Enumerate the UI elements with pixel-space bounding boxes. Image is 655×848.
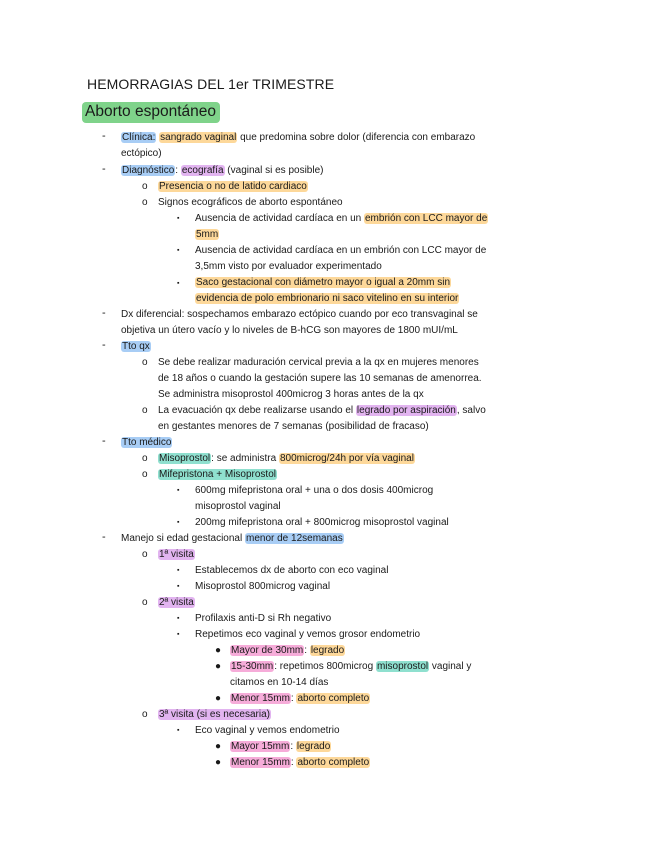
highlight-latido: Presencia o no de latido cardiaco	[159, 181, 307, 192]
text-line: 200mg mifepristona oral + 800microg misoprostol vaginal	[195, 517, 449, 528]
dash-bullet: -	[102, 130, 106, 142]
square-bullet: ▪	[177, 583, 180, 590]
circle-bullet: o	[142, 597, 148, 608]
highlight-embrion: embrión con LCC mayor de	[365, 213, 488, 224]
text-line	[195, 276, 451, 289]
square-bullet: ▪	[177, 727, 180, 734]
dot-bullet: ●	[215, 645, 222, 656]
text-line: Manejo si edad gestacional menor de 12semanas	[121, 533, 343, 544]
text-line: evidencia de polo embrionario ni saco vitelino en su interior	[196, 293, 459, 304]
label-1-visita: 1ª visita	[159, 549, 194, 560]
dash-bullet: -	[102, 163, 106, 175]
square-bullet: ▪	[177, 631, 180, 638]
circle-bullet: o	[142, 197, 148, 208]
text-line: Se administra misoprostol 400microg 3 horas antes de la qx	[158, 389, 424, 400]
text-line: 15-30mm: repetimos 800microg misoprostol vaginal y	[231, 661, 472, 672]
text-line	[158, 708, 271, 721]
text-line: Clínica: sangrado vaginal que predomina sobre dolor (diferencia con embarazo	[122, 132, 476, 143]
square-bullet: ▪	[177, 280, 180, 287]
square-bullet: ▪	[177, 247, 180, 254]
text-line	[158, 180, 308, 193]
dash-bullet: -	[102, 307, 106, 319]
text-line: en gestantes menores de 7 semanas (posibilidad de fracaso)	[158, 421, 429, 432]
text-line: Dx diferencial: sospechamos embarazo ectópico cuando por eco transvaginal se	[121, 309, 478, 320]
circle-bullet: o	[142, 453, 148, 464]
highlight-dosis: 800microg/24h por vía vaginal	[279, 453, 414, 464]
label-tto-qx: Tto qx	[122, 341, 150, 352]
text-line	[158, 596, 195, 609]
label-clinica: Clínica:	[122, 132, 156, 143]
square-bullet: ▪	[177, 615, 180, 622]
text-line: Establecemos dx de aborto con eco vaginal	[195, 565, 389, 576]
section-heading: Aborto espontáneo	[82, 102, 220, 123]
highlight-menor-12: menor de 12semanas	[245, 533, 343, 544]
text-line	[121, 340, 151, 353]
page-title: HEMORRAGIAS DEL 1er TRIMESTRE	[87, 76, 335, 92]
text-line: objetiva un útero vacío y lo niveles de B-hCG son mayores de 1800 mUI/mL	[121, 325, 458, 336]
text-line: Misoprostol 800microg vaginal	[195, 581, 331, 592]
square-bullet: ▪	[177, 215, 180, 222]
circle-bullet: o	[142, 469, 148, 480]
circle-bullet: o	[142, 181, 148, 192]
square-bullet: ▪	[177, 487, 180, 494]
label-3-visita: 3ª visita (si es necesaria)	[159, 709, 270, 720]
circle-bullet: o	[142, 357, 148, 368]
text-line: Profilaxis anti-D si Rh negativo	[195, 613, 332, 624]
text-line: Diagnóstico: ecografía (vaginal si es posible)	[122, 165, 324, 176]
text-line: 3,5mm visto por evaluador experimentado	[195, 261, 382, 272]
text-line: de 18 años o cuando la gestación supere las 10 semanas de amenorrea.	[158, 373, 482, 384]
text-line	[158, 548, 195, 561]
square-bullet: ▪	[177, 567, 180, 574]
text-line: Mayor de 30mm: legrado	[231, 645, 345, 656]
highlight-sangrado: sangrado vaginal	[160, 132, 237, 143]
text-line: Eco vaginal y vemos endometrio	[195, 725, 340, 736]
highlight-legrado-aspiracion: legrado por aspiración	[356, 405, 456, 416]
highlight-mifepristona: Mifepristona + Misoprostol	[159, 469, 276, 480]
highlight-misoprostol: Misoprostol	[159, 453, 211, 464]
text-line	[158, 468, 277, 481]
dash-bullet: -	[102, 435, 106, 447]
label-tto-medico: Tto médico	[122, 437, 172, 448]
text-line: Misoprostol: se administra 800microg/24h por vía vaginal	[159, 453, 414, 464]
circle-bullet: o	[142, 709, 148, 720]
highlight-saco: Saco gestacional con diámetro mayor o igual a 20mm sin	[196, 277, 451, 288]
circle-bullet: o	[142, 405, 148, 416]
text-line: Se debe realizar maduración cervical previa a la qx en mujeres menores	[158, 357, 479, 368]
text-line: Menor 15mm: aborto completo	[231, 693, 370, 704]
dot-bullet: ●	[215, 693, 222, 704]
text-line: Signos ecográficos de aborto espontáneo	[158, 197, 343, 208]
text-line: Ausencia de actividad cardíaca en un embrión con LCC mayor de	[195, 245, 487, 256]
text-line: 600mg mifepristona oral + una o dos dosis 400microg	[195, 485, 434, 496]
square-bullet: ▪	[177, 519, 180, 526]
dot-bullet: ●	[215, 757, 222, 768]
text-line	[121, 436, 172, 449]
text-line: Menor 15mm: aborto completo	[231, 757, 370, 768]
text-line: Mayor 15mm: legrado	[231, 741, 331, 752]
text-line: Ausencia de actividad cardíaca en un embrión con LCC mayor de	[195, 213, 488, 224]
text-line: La evacuación qx debe realizarse usando el legrado por aspiración, salvo	[158, 405, 486, 416]
highlight-ecografia: ecografía	[181, 165, 224, 176]
text-line: Repetimos eco vaginal y vemos grosor endometrio	[195, 629, 421, 640]
circle-bullet: o	[142, 549, 148, 560]
dash-bullet: -	[102, 531, 106, 543]
text-line: citamos en 10-14 días	[230, 677, 329, 688]
label-2-visita: 2ª visita	[159, 597, 194, 608]
text-line: misoprostol vaginal	[195, 501, 281, 512]
dot-bullet: ●	[215, 661, 222, 672]
text-line: ectópico)	[121, 148, 162, 159]
label-diagnostico: Diagnóstico	[122, 165, 175, 176]
text-line: 5mm	[196, 229, 219, 240]
dash-bullet: -	[102, 339, 106, 351]
dot-bullet: ●	[215, 741, 222, 752]
